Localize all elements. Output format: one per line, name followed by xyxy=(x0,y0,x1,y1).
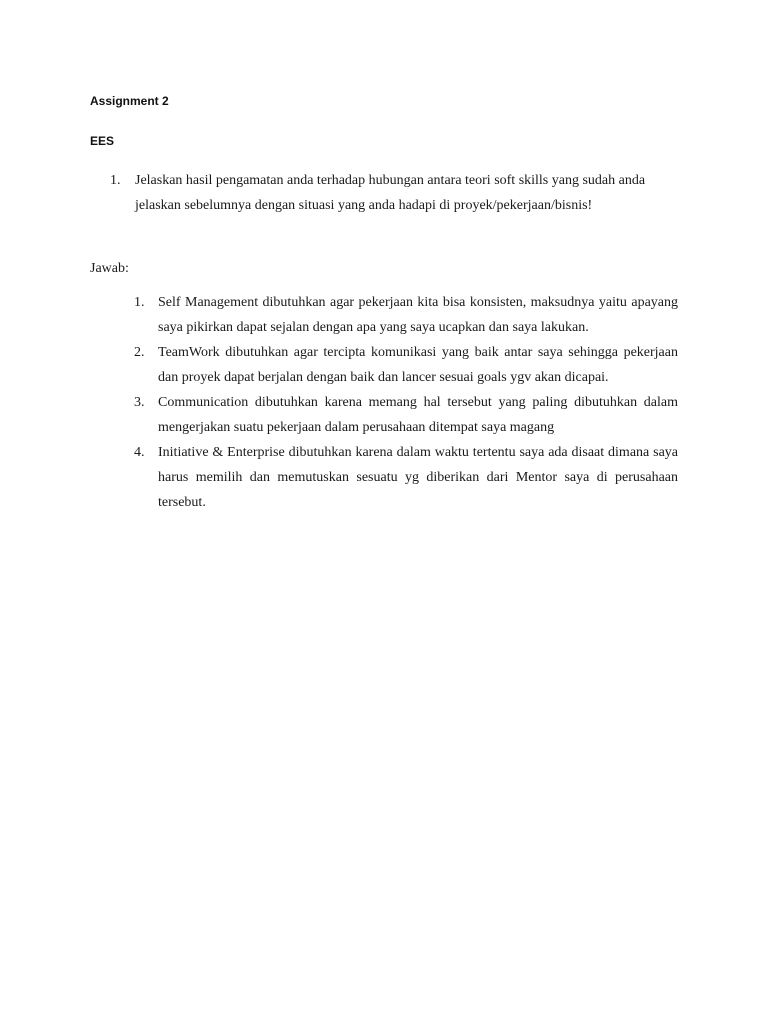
answer-text: TeamWork dibutuhkan agar tercipta komunikasi yang baik antar saya sehingga pekerjaan dan proyek dapat berjalan dengan baik dan lancer sesuai goals ygv akan dicapai. xyxy=(158,345,678,385)
answer-number: 2. xyxy=(134,345,145,360)
answer-item-4 xyxy=(134,440,678,515)
question-number: 1. xyxy=(110,173,121,188)
answer-item-2 xyxy=(134,340,678,390)
answer-number: 1. xyxy=(134,295,145,310)
answer-list xyxy=(134,290,678,515)
answer-number: 3. xyxy=(134,395,145,410)
section-label: EES xyxy=(90,134,115,148)
assignment-title: Assignment 2 xyxy=(90,94,169,108)
answer-item-1 xyxy=(134,290,678,340)
answer-label: Jawab: xyxy=(90,261,129,276)
answer-item-3 xyxy=(134,390,678,440)
question-text: Jelaskan hasil pengamatan anda terhadap hubungan antara teori soft skills yang sudah anda jelaskan sebelumnya dengan situasi yang anda hadapi di proyek/pekerjaan/bisnis! xyxy=(135,173,646,213)
answer-text: Self Management dibutuhkan agar pekerjaan kita bisa konsisten, maksudnya yaitu apayang saya pikirkan dapat sejalan dengan apa yang saya ucapkan dan saya lakukan. xyxy=(158,295,678,335)
answer-number: 4. xyxy=(134,445,145,460)
answer-text: Communication dibutuhkan karena memang hal tersebut yang paling dibutuhkan dalam mengerjakan suatu pekerjaan dalam perusahaan ditempat saya magang xyxy=(158,395,678,435)
question-item xyxy=(110,168,670,218)
answer-text: Initiative & Enterprise dibutuhkan karena dalam waktu tertentu saya ada disaat dimana saya harus memilih dan memutuskan sesuatu yg diberikan dari Mentor saya di perusahaan tersebut. xyxy=(158,445,678,510)
